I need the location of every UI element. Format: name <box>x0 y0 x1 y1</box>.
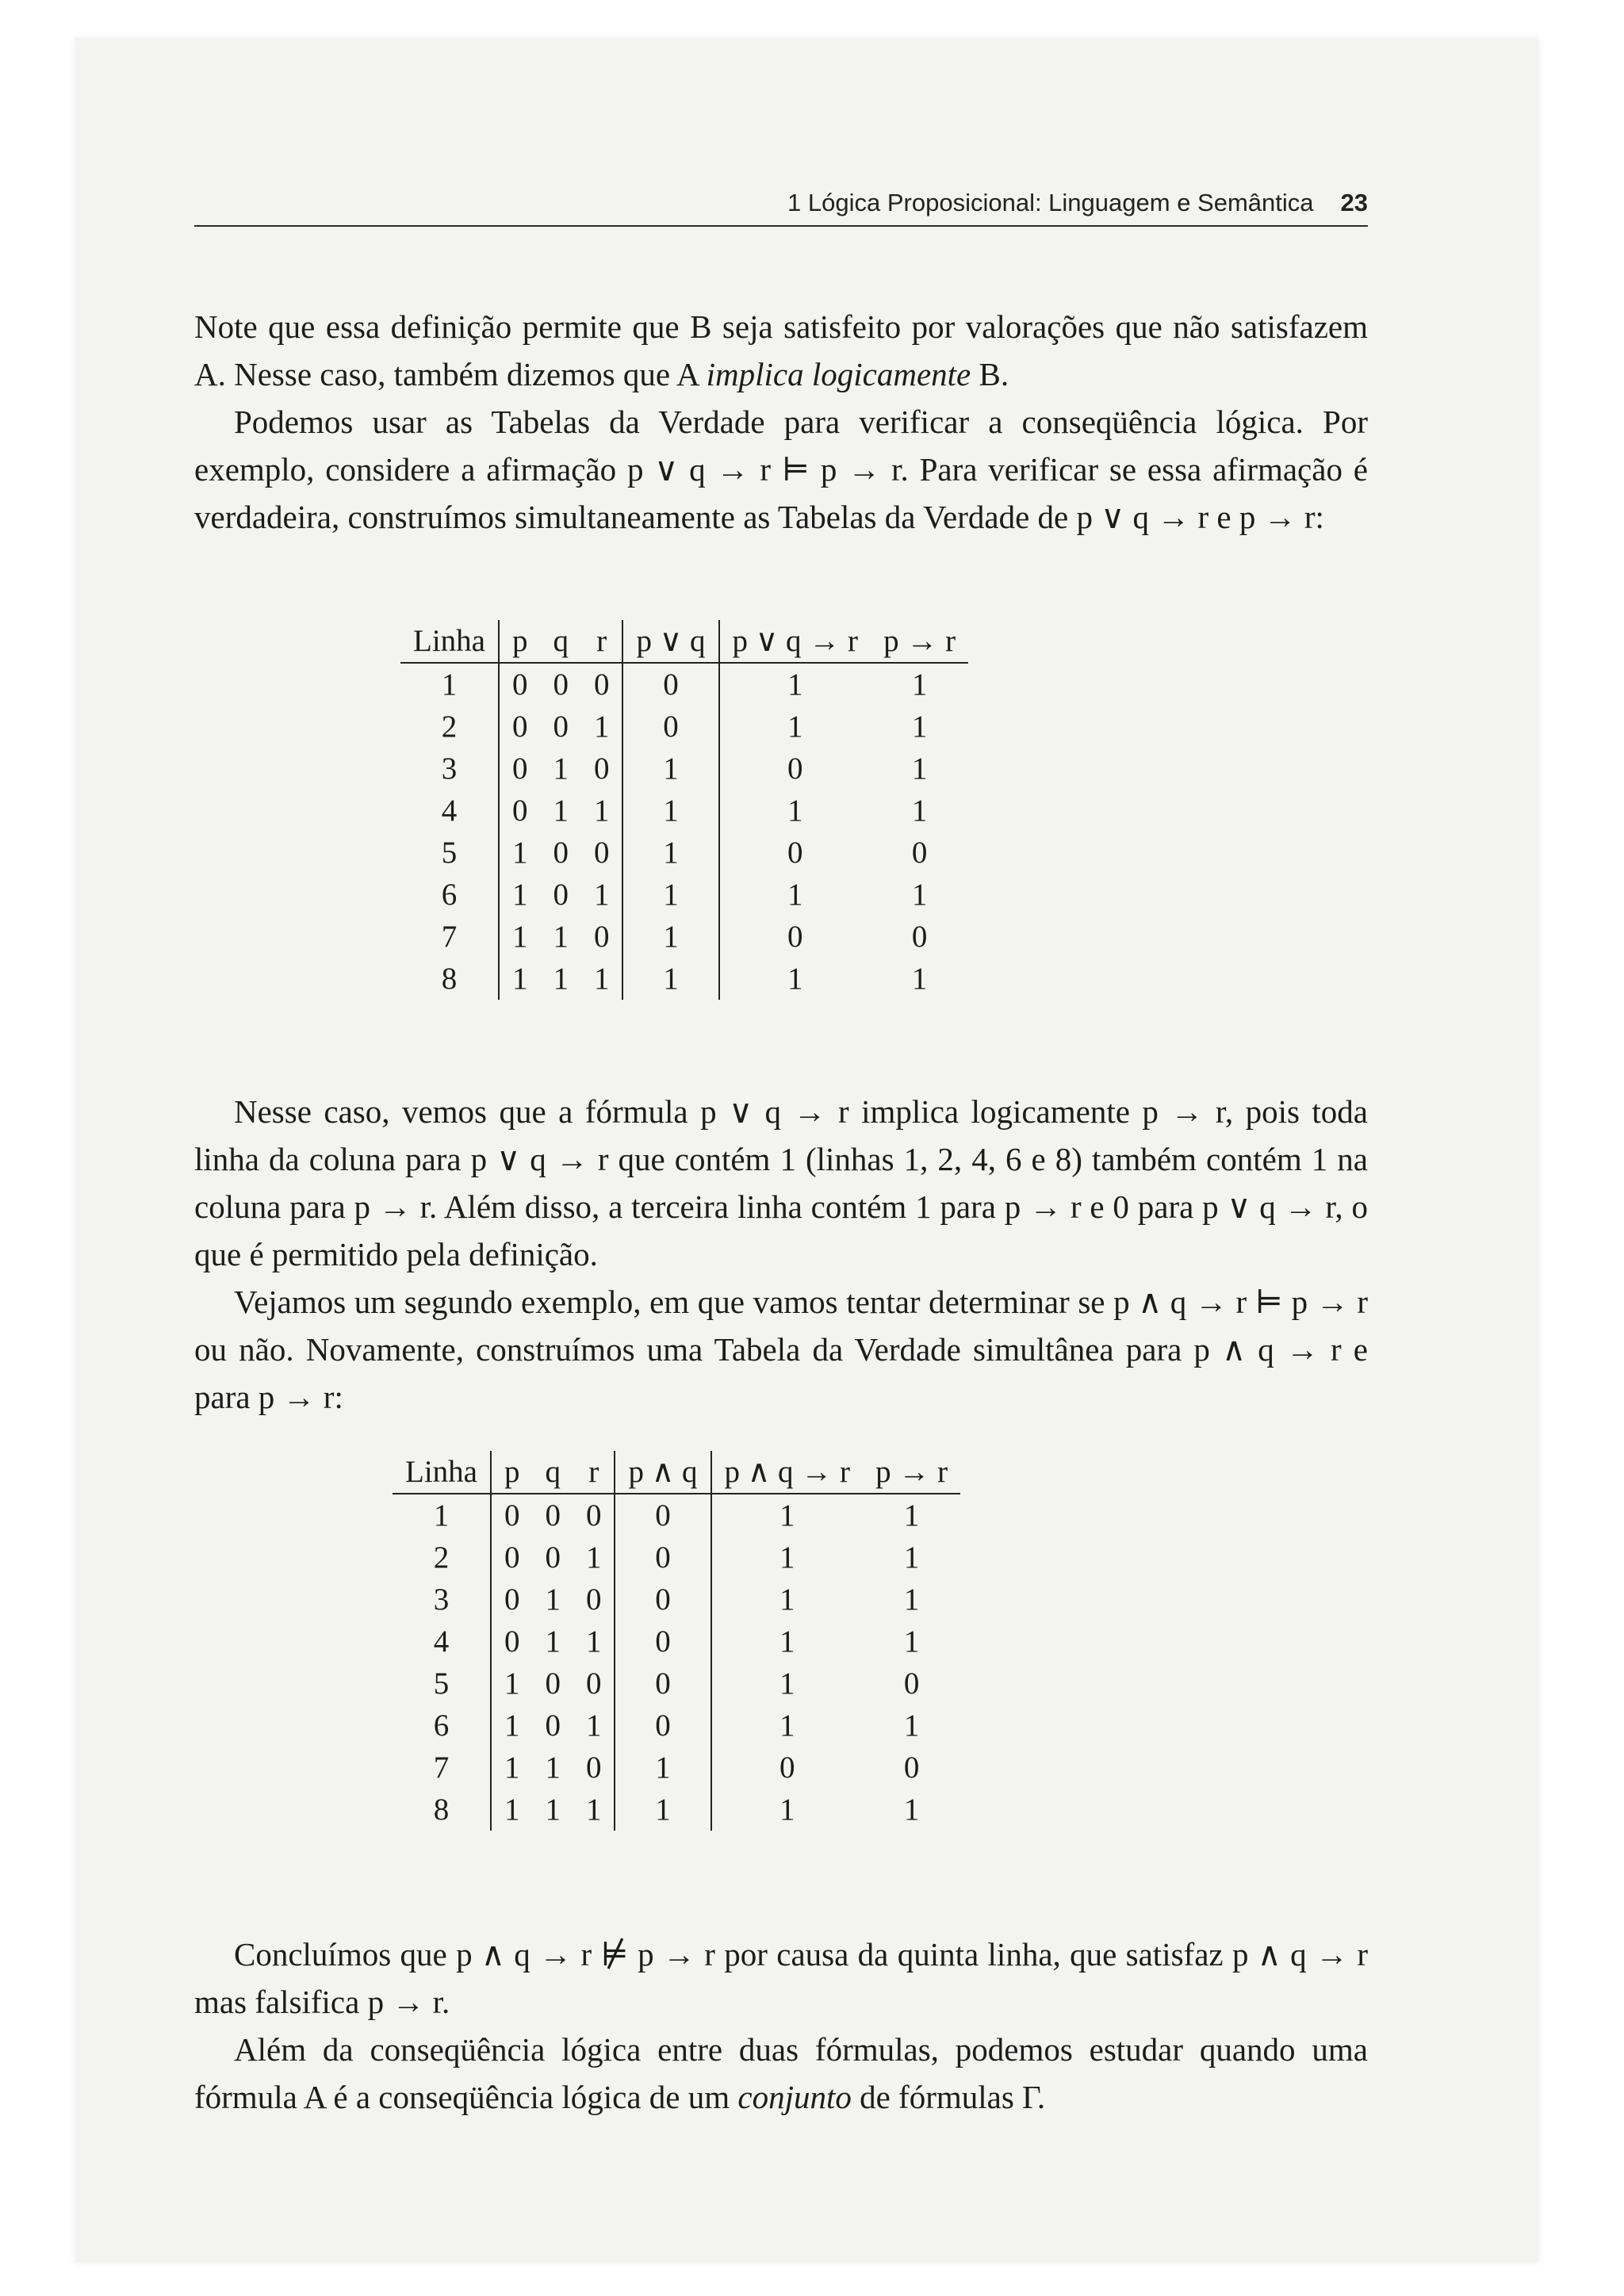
table-cell: 1 <box>491 1789 533 1831</box>
table-row <box>393 1663 960 1705</box>
table-cell: 1 <box>903 1709 920 1743</box>
column-header: q <box>532 1451 573 1494</box>
table-cell: 1 <box>553 920 569 954</box>
table-row <box>393 1705 960 1747</box>
table-cell: 1 <box>911 794 928 828</box>
table-header-row <box>400 620 968 663</box>
paragraph-6-emphasis: conjunto <box>737 2079 852 2115</box>
table-row <box>400 790 968 832</box>
column-header: p <box>491 1451 533 1494</box>
table-row <box>400 832 968 874</box>
table-cell: 0 <box>593 752 610 786</box>
table-row <box>393 1747 960 1789</box>
table-cell: 0 <box>499 663 541 706</box>
paragraph-6-text-a: Além da conseqüência lógica entre duas fórmulas, podemos estudar quando uma fórmula A é a conseqüência lógica de um <box>194 2031 1368 2115</box>
table-cell: 0 <box>585 1582 602 1617</box>
table-cell: 0 <box>593 836 610 870</box>
table-cell: 0 <box>491 1578 533 1621</box>
table-cell: 0 <box>553 878 569 912</box>
table-cell: 1 <box>903 1540 920 1575</box>
table-cell: 1 <box>911 752 928 786</box>
column-header: p → r <box>871 620 968 663</box>
table-cell: 1 <box>491 1747 533 1789</box>
table-cell: 0 <box>615 1663 710 1705</box>
table-row <box>393 1789 960 1831</box>
paragraph-1 <box>194 303 1368 398</box>
table-cell: 1 <box>622 874 718 916</box>
table-row <box>400 663 968 706</box>
table-cell: 1 <box>622 916 718 958</box>
table-cell: 1 <box>711 1536 864 1578</box>
table-cell: 3 <box>441 752 458 786</box>
column-header: p ∧ q → r <box>711 1451 864 1494</box>
table-cell: 6 <box>433 1709 450 1743</box>
table-cell: 1 <box>711 1789 864 1831</box>
table-cell: 7 <box>433 1751 450 1785</box>
table-cell: 0 <box>911 920 928 954</box>
table-cell: 0 <box>615 1494 710 1536</box>
table-cell: 5 <box>441 836 458 870</box>
table-cell: 1 <box>903 1498 920 1533</box>
table-cell: 0 <box>545 1498 561 1533</box>
table-cell: 0 <box>615 1621 710 1663</box>
table-cell: 2 <box>441 710 458 744</box>
table-cell: 0 <box>719 748 871 790</box>
table-row <box>400 958 968 1000</box>
table-cell: 4 <box>433 1624 450 1659</box>
table-cell: 1 <box>911 710 928 744</box>
table-cell: 1 <box>585 1793 602 1827</box>
truth-table-conjunction <box>393 1451 960 1831</box>
table-cell: 1 <box>911 878 928 912</box>
table-cell: 2 <box>433 1540 450 1575</box>
table-cell: 1 <box>433 1498 450 1533</box>
table-cell: 0 <box>622 706 718 748</box>
table-cell: 1 <box>711 1663 864 1705</box>
paragraph-1-text-a: Note que essa definição permite que B seja satisfeito por valorações que não satisfazem A. Nesse caso, também dizemos que A <box>194 308 1368 392</box>
table-cell: 1 <box>491 1705 533 1747</box>
paragraph-6-text-b: de fórmulas Γ. <box>851 2079 1046 2115</box>
table-cell: 1 <box>545 1582 561 1617</box>
table-cell: 1 <box>585 1540 602 1575</box>
table-cell: 1 <box>622 748 718 790</box>
table-cell: 0 <box>545 1709 561 1743</box>
table-cell: 1 <box>711 1494 864 1536</box>
table-row <box>400 874 968 916</box>
table-cell: 1 <box>499 874 541 916</box>
paragraph-3: Nesse caso, vemos que a fórmula p ∨ q → r implica logicamente p → r, pois toda linha da coluna para p ∨ q → r que contém 1 (linhas 1, 2, 4, 6 e 8) também contém 1 na coluna para p → r. Além disso, a terceira linha contém 1 para p → r e 0 para p ∨ q → r, o que é permitido pela definição. <box>194 1093 1368 1272</box>
table-cell: 0 <box>499 790 541 832</box>
table-cell: 0 <box>585 1667 602 1701</box>
table-cell: 1 <box>593 794 610 828</box>
table-cell: 0 <box>719 832 871 874</box>
paragraph-1-emphasis: implica logicamente <box>706 356 971 392</box>
column-header: p <box>499 620 541 663</box>
table-cell: 0 <box>545 1667 561 1701</box>
table-cell: 1 <box>903 1793 920 1827</box>
table-cell: 1 <box>615 1789 710 1831</box>
text-block-2 <box>194 1088 1368 1421</box>
table-cell: 0 <box>615 1578 710 1621</box>
table-cell: 5 <box>433 1667 450 1701</box>
table-cell: 1 <box>711 1621 864 1663</box>
table-cell: 1 <box>719 958 871 1000</box>
table-cell: 1 <box>903 1624 920 1659</box>
table-cell: 0 <box>615 1536 710 1578</box>
table-cell: 0 <box>593 668 610 702</box>
table-cell: 1 <box>593 878 610 912</box>
table-cell: 1 <box>711 1705 864 1747</box>
table-cell: 1 <box>719 790 871 832</box>
table-row <box>400 748 968 790</box>
table-cell: 0 <box>585 1751 602 1785</box>
table-cell: 1 <box>585 1709 602 1743</box>
table-cell: 1 <box>545 1751 561 1785</box>
column-header: q <box>540 620 581 663</box>
table-cell: 0 <box>593 920 610 954</box>
table-cell: 1 <box>553 752 569 786</box>
table-cell: 1 <box>911 962 928 996</box>
table-row <box>393 1494 960 1536</box>
table-cell: 0 <box>553 836 569 870</box>
table-cell: 1 <box>491 1663 533 1705</box>
column-header: Linha <box>393 1451 491 1494</box>
table-cell: 1 <box>903 1582 920 1617</box>
table-cell: 1 <box>622 832 718 874</box>
table-cell: 0 <box>491 1536 533 1578</box>
table-cell: 0 <box>622 663 718 706</box>
table-cell: 1 <box>585 1624 602 1659</box>
table-cell: 0 <box>545 1540 561 1575</box>
table-cell: 6 <box>441 878 458 912</box>
table-cell: 0 <box>491 1621 533 1663</box>
column-header: p ∨ q <box>622 620 718 663</box>
table-row <box>400 706 968 748</box>
table-cell: 0 <box>711 1747 864 1789</box>
table-cell: 1 <box>499 832 541 874</box>
table-cell: 0 <box>911 836 928 870</box>
column-header: r <box>573 1451 615 1494</box>
table-cell: 0 <box>903 1751 920 1785</box>
table-cell: 1 <box>593 710 610 744</box>
paragraph-6 <box>194 2026 1368 2121</box>
table-row <box>400 916 968 958</box>
table-cell: 1 <box>441 668 458 702</box>
table-row <box>393 1578 960 1621</box>
table-cell: 1 <box>545 1793 561 1827</box>
column-header: p → r <box>863 1451 960 1494</box>
table-cell: 0 <box>499 706 541 748</box>
table-row <box>393 1621 960 1663</box>
table-cell: 1 <box>719 706 871 748</box>
table-cell: 1 <box>622 958 718 1000</box>
running-head <box>194 189 1368 227</box>
text-block-3 <box>194 1931 1368 2121</box>
table-cell: 1 <box>553 962 569 996</box>
column-header: p ∨ q → r <box>719 620 871 663</box>
text-block-1 <box>194 303 1368 541</box>
table-cell: 1 <box>622 790 718 832</box>
chapter-title: 1 Lógica Proposicional: Linguagem e Semântica <box>787 189 1314 216</box>
paragraph-1-text-b: B. <box>971 356 1009 392</box>
paragraph-4: Vejamos um segundo exemplo, em que vamos tentar determinar se p ∧ q → r ⊨ p → r ou não. Novamente, construímos uma Tabela da Verdade simultânea para p ∧ q → r e para p → r: <box>194 1284 1368 1415</box>
paragraph-2: Podemos usar as Tabelas da Verdade para verificar a conseqüência lógica. Por exemplo, considere a afirmação p ∨ q → r ⊨ p → r. Para verificar se essa afirmação é verdadeira, construímos simultaneamente as Tabelas da Verdade de p ∨ q → r e p → r: <box>194 404 1368 535</box>
paragraph-5: Concluímos que p ∧ q → r ⊭ p → r por causa da quinta linha, que satisfaz p ∧ q → r mas falsifica p → r. <box>194 1936 1368 2020</box>
table-cell: 1 <box>911 668 928 702</box>
table-cell: 1 <box>711 1578 864 1621</box>
table-cell: 0 <box>553 710 569 744</box>
table-cell: 1 <box>719 663 871 706</box>
table-cell: 0 <box>719 916 871 958</box>
table-cell: 3 <box>433 1582 450 1617</box>
table-header-row <box>393 1451 960 1494</box>
table-cell: 1 <box>593 962 610 996</box>
table-cell: 1 <box>553 794 569 828</box>
table-cell: 4 <box>441 794 458 828</box>
table-cell: 1 <box>719 874 871 916</box>
table-cell: 0 <box>491 1494 533 1536</box>
table-cell: 0 <box>499 748 541 790</box>
table-cell: 1 <box>499 916 541 958</box>
column-header: Linha <box>400 620 499 663</box>
table-cell: 1 <box>545 1624 561 1659</box>
table-cell: 8 <box>433 1793 450 1827</box>
table-cell: 1 <box>499 958 541 1000</box>
table-cell: 0 <box>903 1667 920 1701</box>
table-cell: 1 <box>615 1747 710 1789</box>
column-header: p ∧ q <box>615 1451 710 1494</box>
table-row <box>393 1536 960 1578</box>
truth-table-disjunction <box>400 620 968 1000</box>
table-cell: 0 <box>553 668 569 702</box>
table-cell: 0 <box>585 1498 602 1533</box>
table-cell: 0 <box>615 1705 710 1747</box>
column-header: r <box>581 620 623 663</box>
table-cell: 7 <box>441 920 458 954</box>
page-number: 23 <box>1340 189 1368 216</box>
table-cell: 8 <box>441 962 458 996</box>
